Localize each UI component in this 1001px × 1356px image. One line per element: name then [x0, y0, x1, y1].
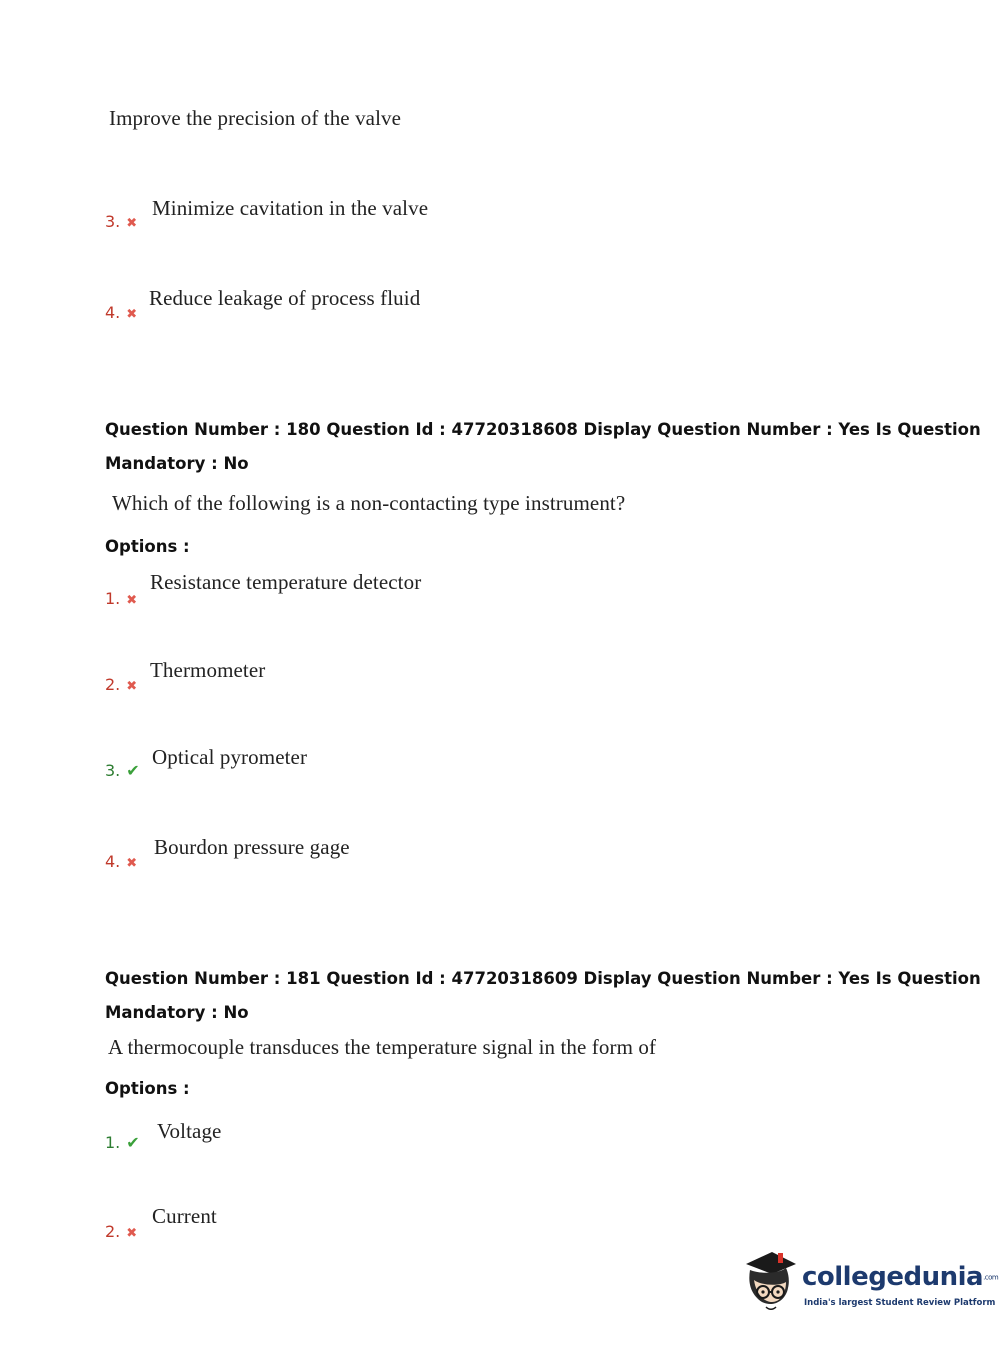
mascot-icon [742, 1250, 798, 1314]
logo-suffix: .com [983, 1273, 999, 1282]
options-label: Options : [105, 1079, 190, 1098]
question-text: Which of the following is a non-contacting type instrument? [112, 491, 626, 515]
question-header-mandatory: Mandatory : No [105, 454, 249, 473]
option-number: 2. ✖ [105, 1222, 138, 1241]
option-number: 1. ✖ [105, 589, 138, 608]
cross-icon: ✖ [126, 216, 138, 231]
check-icon: ✔ [126, 761, 140, 780]
check-icon: ✔ [126, 1133, 140, 1152]
cross-icon: ✖ [126, 679, 138, 694]
cross-icon: ✖ [126, 1226, 138, 1241]
question-header-mandatory: Mandatory : No [105, 1003, 249, 1022]
option-text: Minimize cavitation in the valve [152, 196, 429, 220]
option-text: Current [152, 1204, 217, 1228]
option-number: 3. ✖ [105, 212, 138, 231]
option-number: 4. ✖ [105, 303, 138, 322]
option-text: Thermometer [150, 658, 266, 682]
cross-icon: ✖ [126, 593, 138, 608]
option-text: Resistance temperature detector [150, 570, 422, 594]
option-number: 1. ✔ [105, 1133, 140, 1152]
option-text: Optical pyrometer [152, 745, 308, 769]
options-label: Options : [105, 537, 190, 556]
logo-tagline: India's largest Student Review Platform [804, 1298, 996, 1308]
option-number: 2. ✖ [105, 675, 138, 694]
question-header: Question Number : 180 Question Id : 47720318608 Display Question Number : Yes Is Question [105, 420, 981, 439]
option-number: 4. ✖ [105, 852, 138, 871]
logo-wordmark: collegedunia.com [802, 1262, 999, 1292]
option-text: Reduce leakage of process fluid [149, 286, 421, 310]
question-text: A thermocouple transduces the temperature signal in the form of [108, 1035, 657, 1059]
cross-icon: ✖ [126, 856, 138, 871]
option-text: Bourdon pressure gage [154, 835, 350, 859]
option-text: Voltage [157, 1119, 222, 1143]
cross-icon: ✖ [126, 307, 138, 322]
question-header: Question Number : 181 Question Id : 47720318609 Display Question Number : Yes Is Question [105, 969, 981, 988]
option-number: 3. ✔ [105, 761, 140, 780]
option-text: Improve the precision of the valve [109, 106, 402, 130]
